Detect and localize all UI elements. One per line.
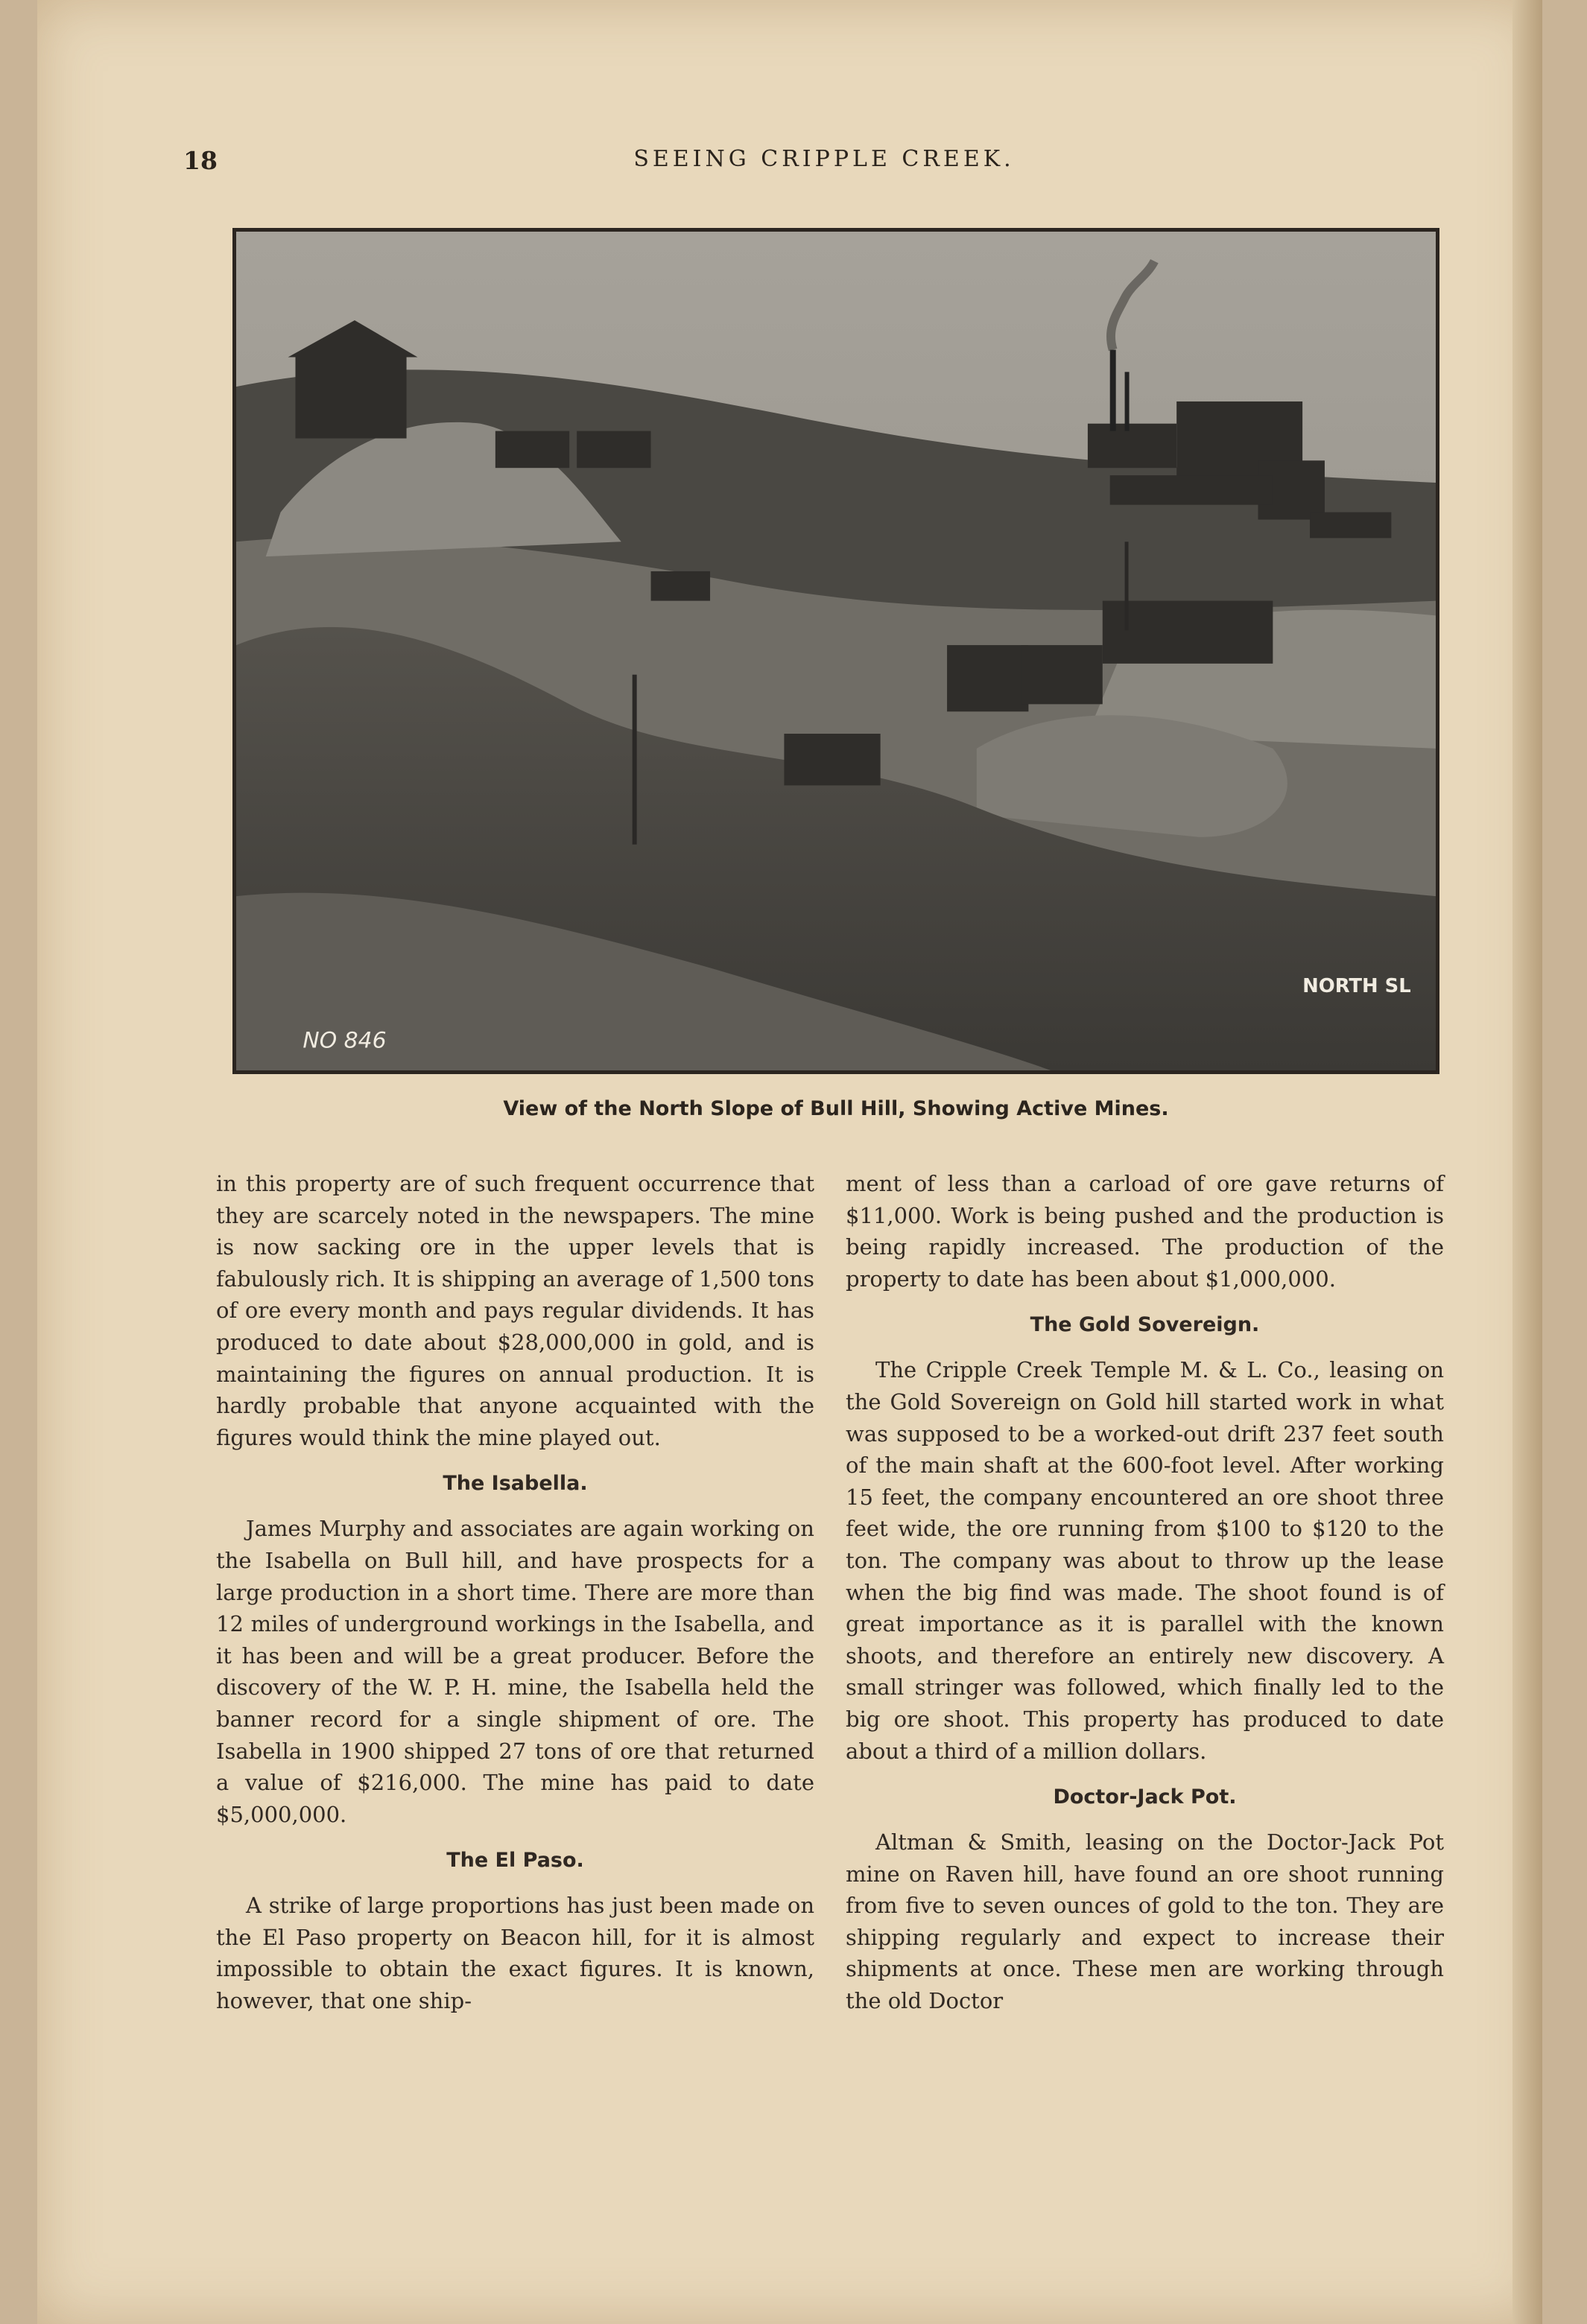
isabella-heading: The Isabella.	[443, 1472, 588, 1496]
left-column	[216, 1168, 814, 2017]
right-column	[846, 1168, 1444, 2017]
running-header	[183, 146, 1465, 183]
gold-sovereign-heading: The Gold Sovereign.	[1030, 1313, 1260, 1337]
doctor-jack-pot-heading: Doctor-Jack Pot.	[1053, 1785, 1237, 1809]
page-number: 18	[183, 146, 218, 175]
continuation-paragraph: ment of less than a carload of ore gave returns of $11,000. Work is being pushed and the production is being rapidly increased. The production of the property to date has been about $1,000,000.	[846, 1171, 1444, 1292]
isabella-paragraph: James Murphy and associates are again working on the Isabella on Bull hill, and have prospects for a large production in a short time. There are more than 12 miles of underground workings in the Isabella, and it has been and will be a great producer. Before the discovery of the W. P. H. mine, the Isabella held the banner record for a single shipment of ore. The Isabella in 1900 shipped 27 tons of ore that returned a value of $216,000. The mine has paid to date $5,000,000.	[216, 1516, 814, 1827]
intro-paragraph: in this property are of such frequent occurrence that they are scarcely noted in the newspapers. The mine is now sacking ore in the upper levels that is fabulously rich. It is shipping an average of 1,500 tons of ore every month and pays regular dividends. It has produced to date about $28,000,000 in gold, and is maintaining the figures on annual production. It is hardly probable that anyone acquainted with the figures would think the mine played out.	[216, 1171, 814, 1450]
el-paso-paragraph: A strike of large proportions has just been made on the El Paso property on Beacon hill, for it is almost impossible to obtain the exact figures. It is known, however, that one ship-	[216, 1893, 814, 2014]
photo-illustration	[236, 232, 1436, 1070]
el-paso-heading: The El Paso.	[446, 1849, 584, 1873]
gold-sovereign-paragraph: The Cripple Creek Temple M. & L. Co., leasing on the Gold Sovereign on Gold hill started work in what was supposed to be a worked-out drift 237 feet south of the main shaft at the 600-foot level. After working 15 feet, the company encountered an ore shoot three feet wide, the ore running from $100 to $120 to the ton. The company was about to throw up the lease when the big find was made. The shoot found is of great importance as it is parallel with the known shoots, and therefore an entirely new discovery. A small stringer was followed, which finally led to the big ore shoot. This property has produced to date about a third of a million dollars.	[846, 1357, 1444, 1764]
page-edge	[1512, 0, 1542, 2324]
location-mark: NORTH SL	[1302, 974, 1411, 997]
plate-number: NO 846	[302, 1027, 387, 1054]
doctor-jack-pot-paragraph: Altman & Smith, leasing on the Doctor-Jack Pot mine on Raven hill, have found an ore shoot running from five to seven ounces of gold to the ton. They are shipping regularly and expect to increase their shipments at once. These men are working through the old Doctor	[846, 1829, 1444, 2014]
document-page	[37, 0, 1542, 2324]
mine-photograph	[232, 228, 1439, 1074]
photo-caption: View of the North Slope of Bull Hill, Showing Active Mines.	[503, 1097, 1169, 1120]
running-title: SEEING CRIPPLE CREEK.	[633, 146, 1015, 172]
